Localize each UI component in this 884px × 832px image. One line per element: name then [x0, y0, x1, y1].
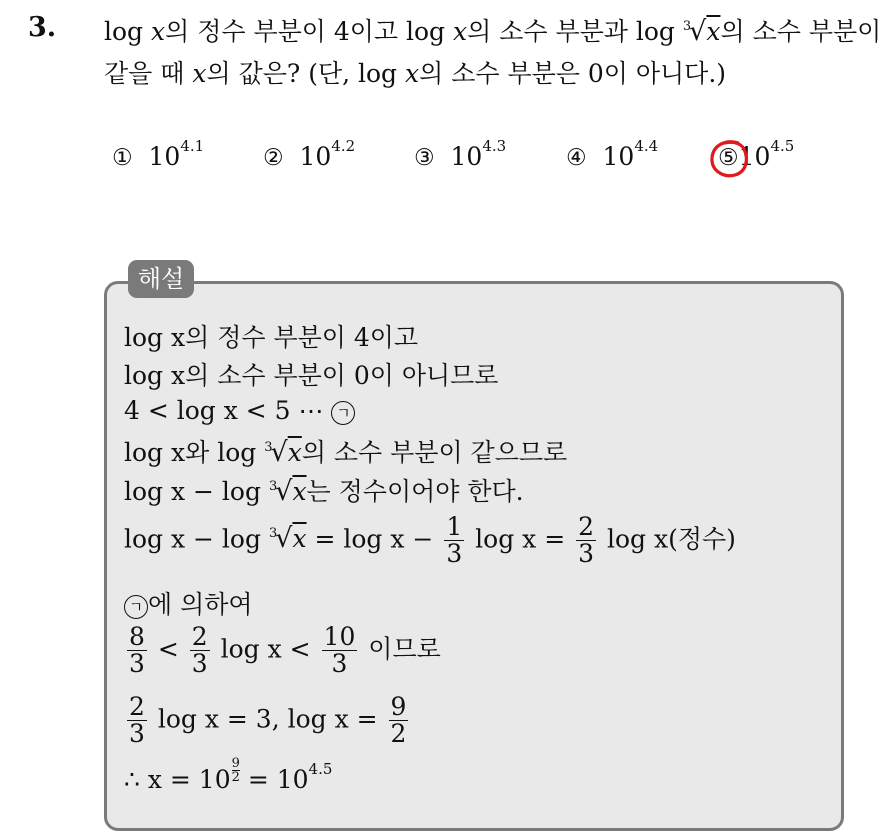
solution-line-3-text: 4 < log x < 5 ⋯: [124, 396, 332, 425]
fraction-numerator: 8: [129, 622, 145, 651]
fraction-one-third: [444, 514, 464, 568]
q1-var-x: x: [151, 17, 166, 46]
root-index: 3: [682, 19, 692, 34]
fraction-8-3: [127, 624, 147, 678]
radicand-x: x: [706, 17, 721, 46]
fraction-denominator: 3: [129, 719, 145, 749]
q1-text-d: 의 소수 부분이: [720, 17, 882, 46]
solution-line-8-mid: log x <: [212, 634, 319, 664]
choice-2[interactable]: [263, 137, 356, 171]
fraction-numerator: 2: [129, 692, 145, 721]
radicand-x: x: [292, 524, 307, 554]
radicand-x: x: [292, 477, 307, 506]
fraction-denominator: 3: [331, 649, 348, 679]
q1-text-a: log: [104, 17, 151, 46]
solution-line-4: [124, 433, 567, 469]
cube-root-x: [269, 524, 307, 553]
solution-line-7: [124, 585, 253, 621]
q2-text-b: 의 값은? (단, log: [206, 59, 406, 88]
solution-line-10-exp: 4.5: [308, 760, 333, 778]
fraction-numerator: 9: [231, 756, 240, 771]
fraction-denominator: 3: [446, 539, 463, 569]
less-than: <: [149, 634, 187, 664]
root-index: 3: [268, 479, 278, 494]
q1-var-x2: x: [453, 17, 468, 46]
solution-line-4-b: 의 소수 부분이 같으므로: [301, 438, 568, 467]
solution-line-4-a: log x와 log: [124, 438, 265, 467]
fraction-numerator: 2: [578, 512, 595, 541]
fraction-denominator: 3: [129, 649, 145, 679]
q2-var-x2: x: [405, 59, 420, 88]
solution-line-10: [124, 756, 333, 794]
solution-line-9-mid: log x = 3, log x =: [149, 704, 386, 734]
cube-root-x: [683, 17, 721, 46]
radical-sign: √: [270, 437, 288, 468]
fraction-numerator: 10: [323, 622, 356, 651]
fraction-numerator: 2: [191, 622, 208, 651]
q2-var-x: x: [192, 59, 207, 88]
solution-tag: 해설: [128, 260, 194, 298]
fraction-10-3: [322, 624, 358, 678]
solution-line-7-b: 에 의하여: [148, 590, 253, 619]
solution-line-1: log x의 정수 부분이 4이고: [124, 323, 419, 352]
solution-line-8: [124, 624, 441, 678]
question-line-1: [104, 12, 881, 48]
solution-line-6: [124, 514, 736, 568]
fraction-denominator: 2: [231, 770, 240, 785]
solution-line-10-b: = 10: [239, 765, 309, 794]
cube-root-x: [269, 477, 307, 506]
choice-4[interactable]: [566, 137, 659, 171]
choice-2-base: 10: [299, 142, 332, 171]
radical-sign: √: [275, 476, 293, 507]
root-index: 3: [264, 440, 273, 455]
solution-line-6-a: log x − log: [124, 524, 269, 554]
q1-text-c: 의 소수 부분과 log: [467, 17, 683, 46]
q1-text-b: 의 정수 부분이 4이고 log: [165, 17, 453, 46]
solution-line-2: log x의 소수 부분이 0이 아니므로: [124, 361, 499, 390]
choice-1-base: 10: [148, 142, 181, 171]
fraction-two-thirds: [576, 514, 596, 568]
solution-line-6-d: log x(정수): [599, 524, 736, 554]
radical-sign: √: [275, 523, 293, 555]
q2-text-a: 같을 때: [104, 59, 193, 88]
choice-5-mark: ⑤: [718, 145, 739, 171]
cube-root-x: [264, 438, 302, 467]
solution-line-5: [124, 472, 524, 508]
fraction-numerator: 1: [446, 512, 463, 541]
choice-3-exp: 4.3: [482, 137, 507, 155]
solution-line-10-a: ∴ x = 10: [124, 765, 231, 794]
fraction-numerator: 9: [390, 692, 407, 721]
root-index: 3: [268, 526, 278, 542]
radical-sign: √: [689, 16, 707, 47]
solution-line-5-a: log x − log: [124, 477, 269, 506]
solution-line-6-b: = log x −: [306, 524, 442, 554]
choice-2-exp: 4.2: [331, 137, 356, 155]
choice-4-mark: ④: [566, 145, 587, 171]
circled-ghiyeok-mark: ㄱ: [331, 401, 355, 425]
fraction-9-2: [389, 694, 409, 748]
choice-1-mark: ①: [112, 145, 133, 171]
radicand-x: x: [287, 438, 302, 467]
solution-line-9: [124, 694, 411, 748]
choice-5-base: 10: [738, 142, 771, 171]
fraction-denominator: 3: [191, 649, 208, 679]
choice-3[interactable]: [414, 137, 507, 171]
question-line-2: [104, 54, 726, 90]
fraction-2-3: [127, 694, 147, 748]
fraction-2-3: [190, 624, 210, 678]
choice-5-exp: 4.5: [770, 137, 795, 155]
exponent-fraction-9-2: [232, 757, 240, 784]
choice-5[interactable]: [718, 137, 795, 171]
choice-1-exp: 4.1: [180, 137, 205, 155]
choice-4-base: 10: [602, 142, 635, 171]
fraction-denominator: 3: [578, 539, 595, 569]
question-number: 3.: [28, 12, 57, 43]
choice-1[interactable]: [112, 137, 205, 171]
choice-2-mark: ②: [263, 145, 284, 171]
q2-text-c: 의 소수 부분은 0이 아니다.): [419, 59, 727, 88]
solution-line-3: [124, 396, 355, 425]
choice-3-base: 10: [450, 142, 483, 171]
choice-4-exp: 4.4: [634, 137, 659, 155]
solution-line-5-b: 는 정수이어야 한다.: [306, 477, 524, 506]
circled-ghiyeok-mark: ㄱ: [124, 595, 148, 619]
choice-3-mark: ③: [414, 145, 435, 171]
fraction-denominator: 2: [390, 719, 407, 749]
solution-line-8-end: 이므로: [360, 634, 441, 664]
solution-line-6-c: log x =: [467, 524, 574, 554]
